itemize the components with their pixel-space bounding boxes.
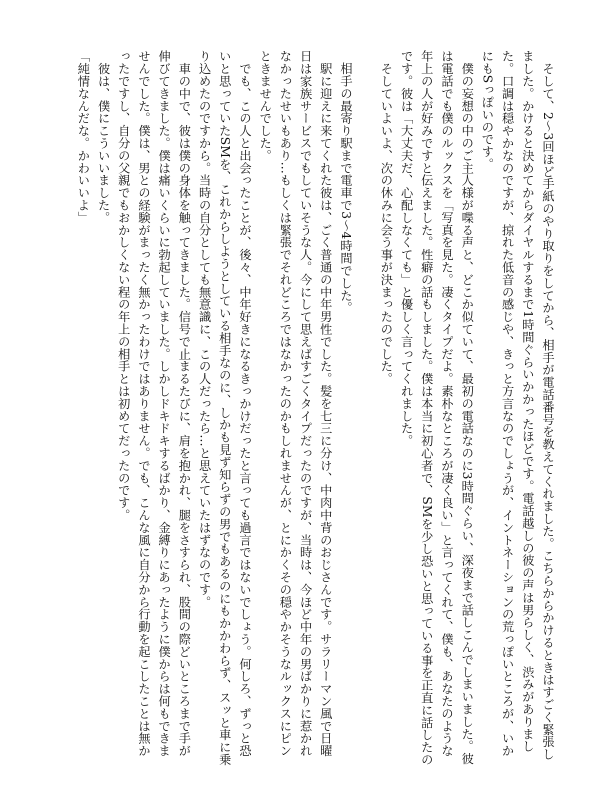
paragraph-first-call: 僕の妄想の中のご主人様が喋る声と、どこか似ていて、最初の電話なのに3時間ぐらい、深夜まで話しこんでしまいました。彼は電話でも僕のルックスを「写真を見た。凄くタイプだよ。素朴なところが凄く良い」と言ってくれて、僕も、あなたのような年上の人が好みですと伝えました。性癖の話もしました。僕は本当に初心者で、SMを少し恐いと思っている事を正直に話したのです。彼は「大丈夫だ、心配しなくても」と優しく言ってくれました。 — [399, 50, 475, 766]
paragraph-phone-number: そして、2〜3回ほど手紙のやり取りをしてから、相手が電話番号を教えてくれました。こちらからかけるときはすごく緊張しました。かけると決めてからダイヤルするまで1時間ぐらいかかったほどです。電話越しの彼の声は男らしく、渋みがありました。口調は穏やかなのですが、掠れた低音の感じや、きっと方言なのでしょうが、イントネーションの荒っぽいところが、いかにもSっぽいのです。 — [480, 50, 555, 761]
paragraph-he-said: 彼は、僕にこういいました。 — [96, 50, 111, 224]
paragraph-station-meeting: 駅に迎えに来てくれた彼は、ごく普通の中年男性でした。髪を七三に分け、中肉中背のおじさんです。サラリーマン風で日曜日は家族サービスでもしていそうな人。今にして思えばすごくタイプだったのですが、当時は、今ほど中年の男ばかりに惹かれなかったせいもあり…もしくは緊張でそれどころではなかったのかもしれませんが、とにかくその穏やかそうなルックスにピンときませんでした。 — [258, 50, 333, 757]
paragraph-in-the-car: 車の中で、彼は僕の身体を触ってきました。信号で止まるたびに、肩を抱かれ、腿をさすられ、股間の際どいところまで手が伸びてきました。僕は痛いくらいに勃起していました。しかしドキドキするばかり、金縛りにあったように僕からは何もできませんでした。僕は、男との経験がまったく無かったわけではありません。でも、こんな風に自分から行動を起こしたことは無かったですし、自分の父親でもおかしくない程の年上の相手とは初めてだったのです。 — [116, 50, 192, 757]
vertical-text-body — [73, 50, 558, 766]
section-break — [356, 50, 376, 766]
paragraph-meeting-decided: そしていよいよ、次の休みに会う事が決まったのでした。 — [379, 50, 394, 385]
paragraph-quote: 「純情なんだな。かわいいよ」 — [76, 50, 91, 224]
paragraph-turning-point: でも、この人と出会ったことが、後々、中年好きになるきっかけだったと言っても過言ではないでしょう。何しろ、ずっと恐いと思っていたSMを、これからしようとしている相手なのに、しかも見ず知らずの男でもあるのにもかかわらず、スッと車に乗り込めたのですから。当時の自分としても無意識に、この人だったら…と思えていたはずなのです。 — [197, 50, 252, 766]
paragraph-train-time: 相手の最寄り駅まで電車で3〜4時間でした。 — [338, 50, 353, 314]
